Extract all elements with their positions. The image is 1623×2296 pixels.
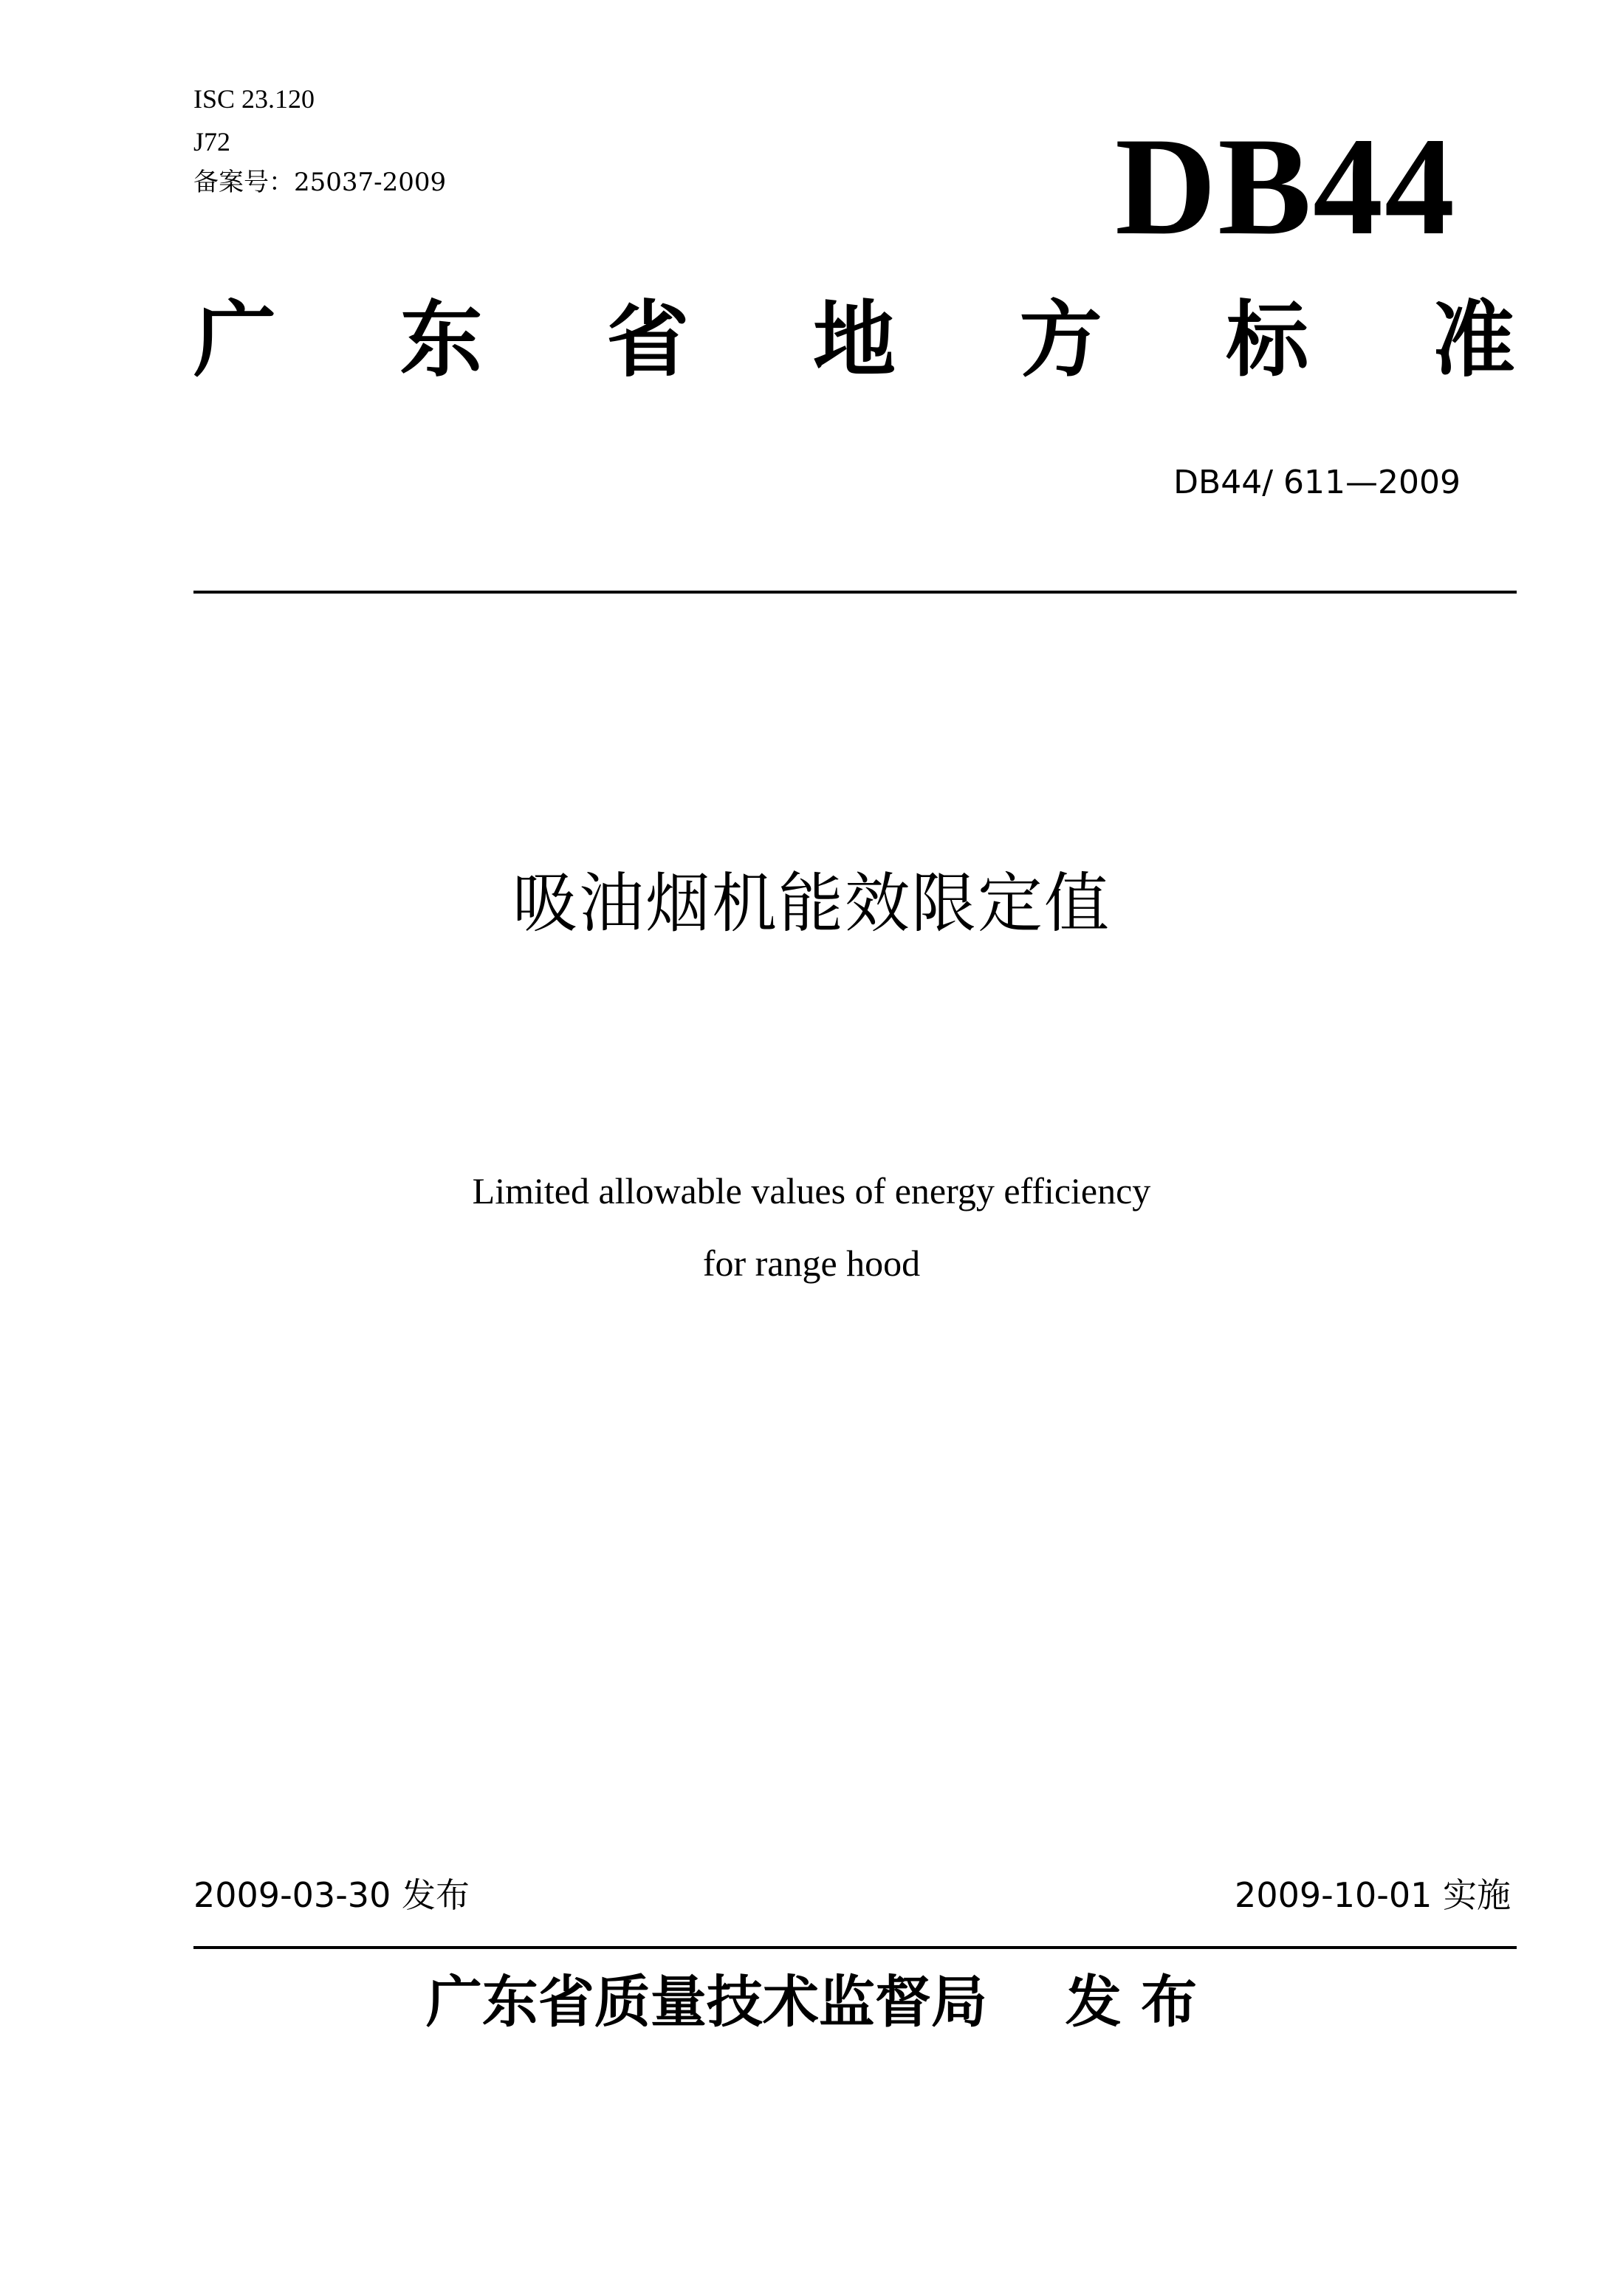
standard-type-char: 地 bbox=[812, 292, 896, 388]
db-logo: DB44 bbox=[1115, 109, 1456, 264]
implementation-date: 2009-10-01 实施 bbox=[1235, 1875, 1511, 1915]
standard-type-char: 省 bbox=[606, 292, 690, 388]
standard-type-char: 方 bbox=[1019, 292, 1102, 388]
standard-type-char: 东 bbox=[399, 292, 483, 388]
standard-type-heading bbox=[193, 292, 1515, 388]
standard-type-char: 准 bbox=[1432, 292, 1515, 388]
issue-date: 2009-03-30 发布 bbox=[193, 1875, 470, 1915]
standard-type-char: 广 bbox=[193, 292, 276, 388]
bottom-divider bbox=[193, 1946, 1517, 1949]
record-number: 备案号：25037-2009 bbox=[193, 168, 447, 197]
ics-code: ISC 23.120 bbox=[193, 84, 315, 114]
top-divider bbox=[193, 591, 1517, 594]
title-english-line-1: Limited allowable values of energy efficiency bbox=[472, 1170, 1151, 1211]
title-chinese: 吸油烟机能效限定值 bbox=[512, 865, 1111, 941]
standard-number: DB44/ 611—2009 bbox=[1173, 464, 1461, 501]
ccs-code: J72 bbox=[193, 127, 231, 157]
title-english-line-2: for range hood bbox=[702, 1242, 921, 1284]
issuing-authority: 广东省质量技术监督局 发 布 bbox=[425, 1969, 1198, 2035]
standard-type-char: 标 bbox=[1226, 292, 1309, 388]
